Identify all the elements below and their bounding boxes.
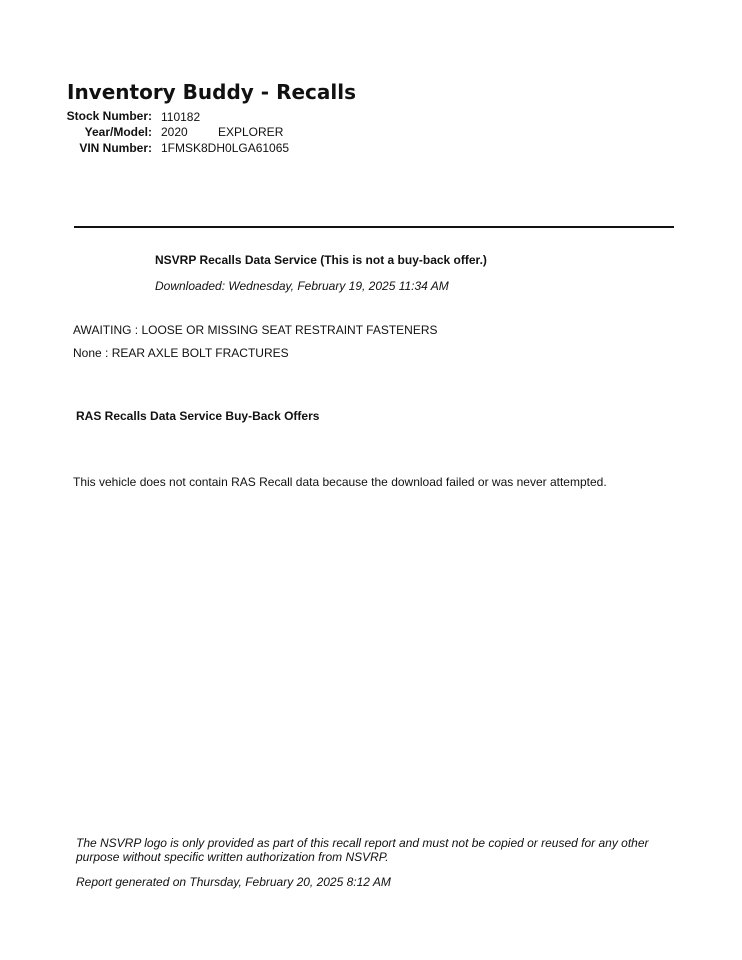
report-generated-date: Report generated on Thursday, February 20, 2025 8:12 AM bbox=[76, 875, 391, 889]
nsvrp-heading: NSVRP Recalls Data Service (This is not a buy-back offer.) bbox=[155, 253, 487, 267]
year-model-label: Year/Model: bbox=[84, 125, 152, 139]
section-divider bbox=[74, 226, 674, 228]
stock-number-value: 110182 bbox=[161, 110, 201, 124]
vin-number-label: VIN Number: bbox=[79, 141, 152, 155]
vehicle-info bbox=[60, 108, 289, 156]
logo-usage-notice: The NSVRP logo is only provided as part of this recall report and must not be copied or reused for any other purpose without specific written authorization from NSVRP. bbox=[76, 836, 649, 864]
year-model-row bbox=[60, 124, 289, 140]
recall-item: AWAITING : LOOSE OR MISSING SEAT RESTRAINT FASTENERS bbox=[73, 323, 438, 337]
year-value: 2020 bbox=[161, 125, 188, 139]
stock-number-row bbox=[60, 108, 289, 124]
ras-heading: RAS Recalls Data Service Buy-Back Offers bbox=[76, 409, 320, 423]
model-value: EXPLORER bbox=[218, 125, 284, 139]
nsvrp-downloaded-date: Downloaded: Wednesday, February 19, 2025 11:34 AM bbox=[155, 279, 449, 293]
ras-status-message: This vehicle does not contain RAS Recall data because the download failed or was never attempted. bbox=[73, 475, 607, 489]
report-title: Inventory Buddy - Recalls bbox=[67, 80, 356, 104]
recall-item: None : REAR AXLE BOLT FRACTURES bbox=[73, 346, 289, 360]
vin-number-row bbox=[60, 140, 289, 156]
vin-number-value: 1FMSK8DH0LGA61065 bbox=[161, 141, 290, 155]
stock-number-label: Stock Number: bbox=[66, 109, 152, 123]
